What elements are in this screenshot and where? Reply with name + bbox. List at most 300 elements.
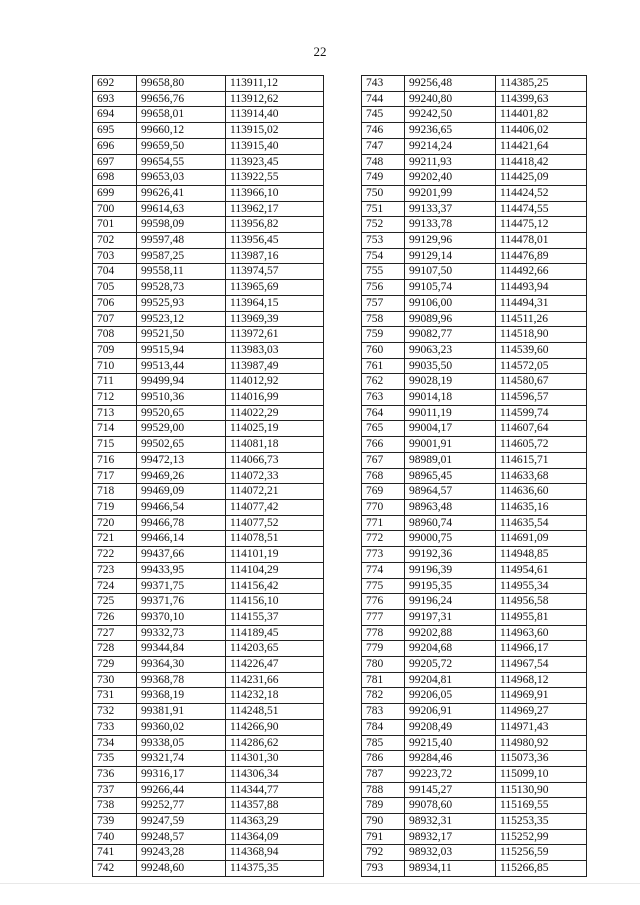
table-row <box>93 766 324 782</box>
x-coordinate-cell: 99105,74 <box>405 280 496 296</box>
x-coordinate-cell: 98963,48 <box>405 499 496 515</box>
point-number-cell: 742 <box>93 861 137 877</box>
x-coordinate-cell: 99598,09 <box>137 217 226 233</box>
table-row <box>93 594 324 610</box>
point-number-cell: 741 <box>93 845 137 861</box>
x-coordinate-cell: 99466,78 <box>137 515 226 531</box>
x-coordinate-cell: 99247,59 <box>137 814 226 830</box>
table-row <box>362 798 587 814</box>
table-row <box>93 342 324 358</box>
point-number-cell: 781 <box>362 672 405 688</box>
x-coordinate-cell: 99654,55 <box>137 154 226 170</box>
table-row <box>93 91 324 107</box>
y-coordinate-cell: 114248,51 <box>226 704 324 720</box>
table-row <box>362 233 587 249</box>
table-row <box>362 735 587 751</box>
x-coordinate-cell: 99035,50 <box>405 358 496 374</box>
point-number-cell: 707 <box>93 311 137 327</box>
point-number-cell: 770 <box>362 499 405 515</box>
table-row <box>362 814 587 830</box>
point-number-cell: 752 <box>362 217 405 233</box>
y-coordinate-cell: 113987,49 <box>226 358 324 374</box>
table-row <box>362 688 587 704</box>
x-coordinate-cell: 99129,14 <box>405 248 496 264</box>
table-row <box>93 751 324 767</box>
y-coordinate-cell: 115099,10 <box>496 766 587 782</box>
y-coordinate-cell: 114418,42 <box>496 154 587 170</box>
point-number-cell: 701 <box>93 217 137 233</box>
point-number-cell: 713 <box>93 405 137 421</box>
point-number-cell: 702 <box>93 233 137 249</box>
y-coordinate-cell: 114425,09 <box>496 170 587 186</box>
point-number-cell: 721 <box>93 531 137 547</box>
x-coordinate-cell: 99202,40 <box>405 170 496 186</box>
y-coordinate-cell: 114072,21 <box>226 484 324 500</box>
point-number-cell: 767 <box>362 452 405 468</box>
table-row <box>93 154 324 170</box>
x-coordinate-cell: 98960,74 <box>405 515 496 531</box>
x-coordinate-cell: 99370,10 <box>137 609 226 625</box>
point-number-cell: 743 <box>362 76 405 92</box>
table-row <box>362 594 587 610</box>
table-row <box>93 452 324 468</box>
y-coordinate-cell: 114022,29 <box>226 405 324 421</box>
x-coordinate-cell: 99614,63 <box>137 201 226 217</box>
table-row <box>93 248 324 264</box>
y-coordinate-cell: 114286,62 <box>226 735 324 751</box>
x-coordinate-cell: 99014,18 <box>405 390 496 406</box>
y-coordinate-cell: 115266,85 <box>496 861 587 877</box>
table-row <box>93 861 324 877</box>
y-coordinate-cell: 113983,03 <box>226 342 324 358</box>
y-coordinate-cell: 114967,54 <box>496 657 587 673</box>
x-coordinate-cell: 99000,75 <box>405 531 496 547</box>
point-number-cell: 790 <box>362 814 405 830</box>
x-coordinate-cell: 99502,65 <box>137 437 226 453</box>
x-coordinate-cell: 98989,01 <box>405 452 496 468</box>
point-number-cell: 760 <box>362 342 405 358</box>
x-coordinate-cell: 99197,31 <box>405 609 496 625</box>
x-coordinate-cell: 99248,57 <box>137 829 226 845</box>
y-coordinate-cell: 114025,19 <box>226 421 324 437</box>
y-coordinate-cell: 114081,18 <box>226 437 324 453</box>
table-row <box>362 468 587 484</box>
point-number-cell: 734 <box>93 735 137 751</box>
x-coordinate-cell: 99321,74 <box>137 751 226 767</box>
x-coordinate-cell: 99364,30 <box>137 657 226 673</box>
table-row <box>362 452 587 468</box>
point-number-cell: 755 <box>362 264 405 280</box>
y-coordinate-cell: 114203,65 <box>226 641 324 657</box>
y-coordinate-cell: 114364,09 <box>226 829 324 845</box>
y-coordinate-cell: 114948,85 <box>496 547 587 563</box>
x-coordinate-cell: 99196,39 <box>405 562 496 578</box>
y-coordinate-cell: 113964,15 <box>226 295 324 311</box>
table-row <box>93 437 324 453</box>
point-number-cell: 695 <box>93 123 137 139</box>
y-coordinate-cell: 114963,60 <box>496 625 587 641</box>
point-number-cell: 729 <box>93 657 137 673</box>
coordinates-table-left <box>92 75 324 877</box>
table-row <box>93 233 324 249</box>
point-number-cell: 758 <box>362 311 405 327</box>
x-coordinate-cell: 99371,75 <box>137 578 226 594</box>
x-coordinate-cell: 99656,76 <box>137 91 226 107</box>
x-coordinate-cell: 99658,01 <box>137 107 226 123</box>
y-coordinate-cell: 115130,90 <box>496 782 587 798</box>
x-coordinate-cell: 99529,00 <box>137 421 226 437</box>
table-row <box>93 295 324 311</box>
table-row <box>93 814 324 830</box>
table-row <box>362 719 587 735</box>
x-coordinate-cell: 99201,99 <box>405 185 496 201</box>
table-row <box>362 154 587 170</box>
x-coordinate-cell: 99466,54 <box>137 499 226 515</box>
table-row <box>362 201 587 217</box>
x-coordinate-cell: 99521,50 <box>137 327 226 343</box>
table-row <box>362 547 587 563</box>
x-coordinate-cell: 99205,72 <box>405 657 496 673</box>
x-coordinate-cell: 99133,78 <box>405 217 496 233</box>
table-row <box>362 766 587 782</box>
table-row <box>362 138 587 154</box>
table-row <box>93 185 324 201</box>
point-number-cell: 738 <box>93 798 137 814</box>
x-coordinate-cell: 99129,96 <box>405 233 496 249</box>
point-number-cell: 792 <box>362 845 405 861</box>
table-row <box>93 562 324 578</box>
x-coordinate-cell: 99242,50 <box>405 107 496 123</box>
point-number-cell: 724 <box>93 578 137 594</box>
x-coordinate-cell: 99515,94 <box>137 342 226 358</box>
y-coordinate-cell: 114492,66 <box>496 264 587 280</box>
table-row <box>93 170 324 186</box>
x-coordinate-cell: 99004,17 <box>405 421 496 437</box>
table-row <box>362 248 587 264</box>
point-number-cell: 751 <box>362 201 405 217</box>
table-row <box>362 578 587 594</box>
x-coordinate-cell: 99078,60 <box>405 798 496 814</box>
point-number-cell: 775 <box>362 578 405 594</box>
y-coordinate-cell: 114572,05 <box>496 358 587 374</box>
x-coordinate-cell: 99063,23 <box>405 342 496 358</box>
point-number-cell: 731 <box>93 688 137 704</box>
y-coordinate-cell: 114421,64 <box>496 138 587 154</box>
table-row <box>93 719 324 735</box>
table-row <box>362 499 587 515</box>
table-row <box>93 405 324 421</box>
table-row <box>93 672 324 688</box>
x-coordinate-cell: 99525,93 <box>137 295 226 311</box>
x-coordinate-cell: 99332,73 <box>137 625 226 641</box>
table-row <box>362 421 587 437</box>
point-number-cell: 774 <box>362 562 405 578</box>
y-coordinate-cell: 114306,34 <box>226 766 324 782</box>
y-coordinate-cell: 113969,39 <box>226 311 324 327</box>
point-number-cell: 759 <box>362 327 405 343</box>
table-row <box>362 704 587 720</box>
y-coordinate-cell: 115252,99 <box>496 829 587 845</box>
table-row <box>93 280 324 296</box>
y-coordinate-cell: 114344,77 <box>226 782 324 798</box>
table-row <box>362 562 587 578</box>
x-coordinate-cell: 99437,66 <box>137 547 226 563</box>
y-coordinate-cell: 114599,74 <box>496 405 587 421</box>
table-row <box>93 484 324 500</box>
y-coordinate-cell: 114596,57 <box>496 390 587 406</box>
table-row <box>93 798 324 814</box>
point-number-cell: 705 <box>93 280 137 296</box>
point-number-cell: 710 <box>93 358 137 374</box>
point-number-cell: 766 <box>362 437 405 453</box>
y-coordinate-cell: 113911,12 <box>226 76 324 92</box>
y-coordinate-cell: 114607,64 <box>496 421 587 437</box>
x-coordinate-cell: 98932,03 <box>405 845 496 861</box>
x-coordinate-cell: 98934,11 <box>405 861 496 877</box>
table-row <box>93 374 324 390</box>
y-coordinate-cell: 115253,35 <box>496 814 587 830</box>
table-row <box>93 578 324 594</box>
y-coordinate-cell: 114968,12 <box>496 672 587 688</box>
x-coordinate-cell: 99472,13 <box>137 452 226 468</box>
point-number-cell: 779 <box>362 641 405 657</box>
table-row <box>362 342 587 358</box>
point-number-cell: 698 <box>93 170 137 186</box>
x-coordinate-cell: 99089,96 <box>405 311 496 327</box>
table-row <box>93 311 324 327</box>
point-number-cell: 769 <box>362 484 405 500</box>
x-coordinate-cell: 99106,00 <box>405 295 496 311</box>
point-number-cell: 693 <box>93 91 137 107</box>
x-coordinate-cell: 99510,36 <box>137 390 226 406</box>
y-coordinate-cell: 114969,91 <box>496 688 587 704</box>
point-number-cell: 716 <box>93 452 137 468</box>
x-coordinate-cell: 99284,46 <box>405 751 496 767</box>
point-number-cell: 778 <box>362 625 405 641</box>
table-row <box>93 704 324 720</box>
y-coordinate-cell: 114066,73 <box>226 452 324 468</box>
x-coordinate-cell: 99368,19 <box>137 688 226 704</box>
point-number-cell: 789 <box>362 798 405 814</box>
point-number-cell: 768 <box>362 468 405 484</box>
table-row <box>93 358 324 374</box>
point-number-cell: 737 <box>93 782 137 798</box>
x-coordinate-cell: 99214,24 <box>405 138 496 154</box>
y-coordinate-cell: 114580,67 <box>496 374 587 390</box>
y-coordinate-cell: 114954,61 <box>496 562 587 578</box>
point-number-cell: 727 <box>93 625 137 641</box>
y-coordinate-cell: 114016,99 <box>226 390 324 406</box>
table-row <box>362 76 587 92</box>
table-row <box>93 829 324 845</box>
y-coordinate-cell: 114101,19 <box>226 547 324 563</box>
y-coordinate-cell: 114476,89 <box>496 248 587 264</box>
x-coordinate-cell: 99240,80 <box>405 91 496 107</box>
table-row <box>93 782 324 798</box>
table-row <box>362 295 587 311</box>
x-coordinate-cell: 99266,44 <box>137 782 226 798</box>
x-coordinate-cell: 99381,91 <box>137 704 226 720</box>
table-row <box>362 91 587 107</box>
y-coordinate-cell: 114980,92 <box>496 735 587 751</box>
point-number-cell: 697 <box>93 154 137 170</box>
table-row <box>362 782 587 798</box>
x-coordinate-cell: 99215,40 <box>405 735 496 751</box>
y-coordinate-cell: 114226,47 <box>226 657 324 673</box>
table-row <box>93 845 324 861</box>
y-coordinate-cell: 113915,02 <box>226 123 324 139</box>
table-row <box>93 390 324 406</box>
y-coordinate-cell: 114636,60 <box>496 484 587 500</box>
coordinates-table-right <box>361 75 587 877</box>
point-number-cell: 765 <box>362 421 405 437</box>
x-coordinate-cell: 99236,65 <box>405 123 496 139</box>
y-coordinate-cell: 113962,17 <box>226 201 324 217</box>
table-row <box>362 484 587 500</box>
y-coordinate-cell: 114156,42 <box>226 578 324 594</box>
point-number-cell: 756 <box>362 280 405 296</box>
point-number-cell: 746 <box>362 123 405 139</box>
point-number-cell: 788 <box>362 782 405 798</box>
y-coordinate-cell: 114399,63 <box>496 91 587 107</box>
point-number-cell: 780 <box>362 657 405 673</box>
x-coordinate-cell: 99028,19 <box>405 374 496 390</box>
x-coordinate-cell: 99469,26 <box>137 468 226 484</box>
table-row <box>362 217 587 233</box>
point-number-cell: 786 <box>362 751 405 767</box>
point-number-cell: 694 <box>93 107 137 123</box>
point-number-cell: 706 <box>93 295 137 311</box>
x-coordinate-cell: 99513,44 <box>137 358 226 374</box>
x-coordinate-cell: 99558,11 <box>137 264 226 280</box>
x-coordinate-cell: 99256,48 <box>405 76 496 92</box>
x-coordinate-cell: 99011,19 <box>405 405 496 421</box>
point-number-cell: 699 <box>93 185 137 201</box>
point-number-cell: 783 <box>362 704 405 720</box>
x-coordinate-cell: 99133,37 <box>405 201 496 217</box>
table-row <box>93 264 324 280</box>
y-coordinate-cell: 114955,81 <box>496 609 587 625</box>
y-coordinate-cell: 114615,71 <box>496 452 587 468</box>
point-number-cell: 771 <box>362 515 405 531</box>
x-coordinate-cell: 99204,68 <box>405 641 496 657</box>
x-coordinate-cell: 99658,80 <box>137 76 226 92</box>
x-coordinate-cell: 99107,50 <box>405 264 496 280</box>
y-coordinate-cell: 114475,12 <box>496 217 587 233</box>
table-row <box>362 625 587 641</box>
y-coordinate-cell: 113966,10 <box>226 185 324 201</box>
point-number-cell: 764 <box>362 405 405 421</box>
point-number-cell: 719 <box>93 499 137 515</box>
y-coordinate-cell: 114104,29 <box>226 562 324 578</box>
point-number-cell: 784 <box>362 719 405 735</box>
y-coordinate-cell: 113922,55 <box>226 170 324 186</box>
point-number-cell: 726 <box>93 609 137 625</box>
y-coordinate-cell: 113915,40 <box>226 138 324 154</box>
point-number-cell: 747 <box>362 138 405 154</box>
table-row <box>362 531 587 547</box>
x-coordinate-cell: 99626,41 <box>137 185 226 201</box>
point-number-cell: 725 <box>93 594 137 610</box>
y-coordinate-cell: 114966,17 <box>496 641 587 657</box>
point-number-cell: 733 <box>93 719 137 735</box>
point-number-cell: 739 <box>93 814 137 830</box>
table-row <box>93 499 324 515</box>
point-number-cell: 745 <box>362 107 405 123</box>
point-number-cell: 772 <box>362 531 405 547</box>
table-row <box>362 280 587 296</box>
y-coordinate-cell: 114375,35 <box>226 861 324 877</box>
y-coordinate-cell: 114155,37 <box>226 609 324 625</box>
x-coordinate-cell: 99202,88 <box>405 625 496 641</box>
x-coordinate-cell: 99368,78 <box>137 672 226 688</box>
table-row <box>362 861 587 877</box>
y-coordinate-cell: 114232,18 <box>226 688 324 704</box>
y-coordinate-cell: 114635,54 <box>496 515 587 531</box>
x-coordinate-cell: 99653,03 <box>137 170 226 186</box>
point-number-cell: 773 <box>362 547 405 563</box>
x-coordinate-cell: 99597,48 <box>137 233 226 249</box>
y-coordinate-cell: 114633,68 <box>496 468 587 484</box>
point-number-cell: 718 <box>93 484 137 500</box>
point-number-cell: 704 <box>93 264 137 280</box>
table-row <box>93 735 324 751</box>
table-row <box>93 531 324 547</box>
y-coordinate-cell: 114156,10 <box>226 594 324 610</box>
point-number-cell: 787 <box>362 766 405 782</box>
page-number: 22 <box>313 44 327 59</box>
x-coordinate-cell: 98964,57 <box>405 484 496 500</box>
point-number-cell: 715 <box>93 437 137 453</box>
table-row <box>93 107 324 123</box>
y-coordinate-cell: 114605,72 <box>496 437 587 453</box>
point-number-cell: 744 <box>362 91 405 107</box>
point-number-cell: 748 <box>362 154 405 170</box>
y-coordinate-cell: 114511,26 <box>496 311 587 327</box>
table-row <box>93 625 324 641</box>
y-coordinate-cell: 114077,42 <box>226 499 324 515</box>
point-number-cell: 709 <box>93 342 137 358</box>
table-row <box>362 829 587 845</box>
y-coordinate-cell: 113974,57 <box>226 264 324 280</box>
point-number-cell: 736 <box>93 766 137 782</box>
x-coordinate-cell: 99206,91 <box>405 704 496 720</box>
table-row <box>362 311 587 327</box>
point-number-cell: 753 <box>362 233 405 249</box>
table-row <box>362 609 587 625</box>
table-row <box>362 185 587 201</box>
table-row <box>93 421 324 437</box>
point-number-cell: 712 <box>93 390 137 406</box>
x-coordinate-cell: 99520,65 <box>137 405 226 421</box>
table-row <box>362 123 587 139</box>
y-coordinate-cell: 114494,31 <box>496 295 587 311</box>
table-row <box>93 547 324 563</box>
point-number-cell: 730 <box>93 672 137 688</box>
y-coordinate-cell: 114493,94 <box>496 280 587 296</box>
y-coordinate-cell: 113965,69 <box>226 280 324 296</box>
point-number-cell: 732 <box>93 704 137 720</box>
point-number-cell: 728 <box>93 641 137 657</box>
x-coordinate-cell: 99344,84 <box>137 641 226 657</box>
scan-edge-line <box>0 883 640 884</box>
y-coordinate-cell: 114691,09 <box>496 531 587 547</box>
y-coordinate-cell: 114363,29 <box>226 814 324 830</box>
table-row <box>93 201 324 217</box>
x-coordinate-cell: 99252,77 <box>137 798 226 814</box>
y-coordinate-cell: 113914,40 <box>226 107 324 123</box>
point-number-cell: 692 <box>93 76 137 92</box>
